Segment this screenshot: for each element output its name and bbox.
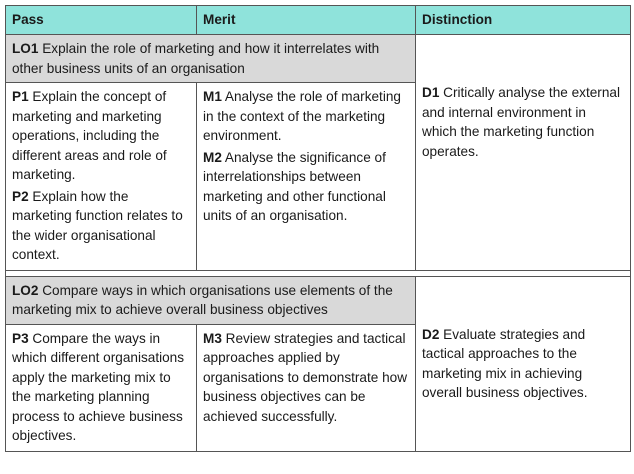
lo1-code: LO1 xyxy=(12,41,39,56)
lo1-merit-cell xyxy=(197,83,416,271)
assessment-criteria-table xyxy=(5,5,631,452)
p2-text: Explain how the marketing function relates to the wider organisational context. xyxy=(12,188,183,262)
p3-code: P3 xyxy=(12,330,29,346)
m2-code: M2 xyxy=(203,149,222,165)
p2-code: P2 xyxy=(12,188,29,204)
p3-text: Compare the ways in which different organisations apply the marketing mix to the marketing planning process to achieve business objectives. xyxy=(12,330,185,443)
header-merit: Merit xyxy=(197,6,416,35)
p1-code: P1 xyxy=(12,89,29,104)
lo1-pass-cell xyxy=(6,83,197,271)
lo2-distinction-cell xyxy=(416,276,631,451)
header-pass: Pass xyxy=(6,6,197,35)
lo1-cell xyxy=(6,35,416,83)
criterion-m1 xyxy=(203,87,409,146)
lo2-pass-cell xyxy=(6,324,197,451)
criterion-p1 xyxy=(12,87,190,185)
lo1-distinction-cell xyxy=(416,35,631,271)
lo2-row xyxy=(6,276,631,324)
header-row xyxy=(6,6,631,35)
m3-code: M3 xyxy=(203,330,222,346)
p1-text: Explain the concept of marketing and marketing operations, including the different areas and role of marketing. xyxy=(12,89,167,182)
header-distinction: Distinction xyxy=(416,6,631,35)
criterion-d1 xyxy=(422,83,624,161)
m2-text: Analyse the significance of interrelationships between marketing and other functional units of an organisation. xyxy=(203,149,386,223)
m1-text: Analyse the role of marketing in the context of the marketing environment. xyxy=(203,89,401,143)
lo2-merit-cell xyxy=(197,324,416,451)
lo2-cell xyxy=(6,276,416,324)
d1-code: D1 xyxy=(422,85,440,100)
d2-code: D2 xyxy=(422,326,440,342)
criterion-d2 xyxy=(422,325,624,403)
criterion-p3 xyxy=(12,329,190,446)
d1-text: Critically analyse the external and internal environment in which the marketing function operates. xyxy=(422,85,620,159)
lo1-row xyxy=(6,35,631,83)
m1-code: M1 xyxy=(203,89,222,104)
d2-text: Evaluate strategies and tactical approaches to the marketing mix in achieving overall business objectives. xyxy=(422,326,588,400)
m3-text: Review strategies and tactical approaches applied by organisations to demonstrate how business objectives can be achieved successfully. xyxy=(203,330,408,424)
criterion-p2 xyxy=(12,187,190,265)
lo2-text: Compare ways in which organisations use elements of the marketing mix to achieve overall business objectives xyxy=(12,282,393,317)
lo1-text: Explain the role of marketing and how it interrelates with other business units of an organisation xyxy=(12,41,380,76)
lo2-code: LO2 xyxy=(12,282,39,298)
criterion-m3 xyxy=(203,329,409,427)
criterion-m2 xyxy=(203,148,409,226)
